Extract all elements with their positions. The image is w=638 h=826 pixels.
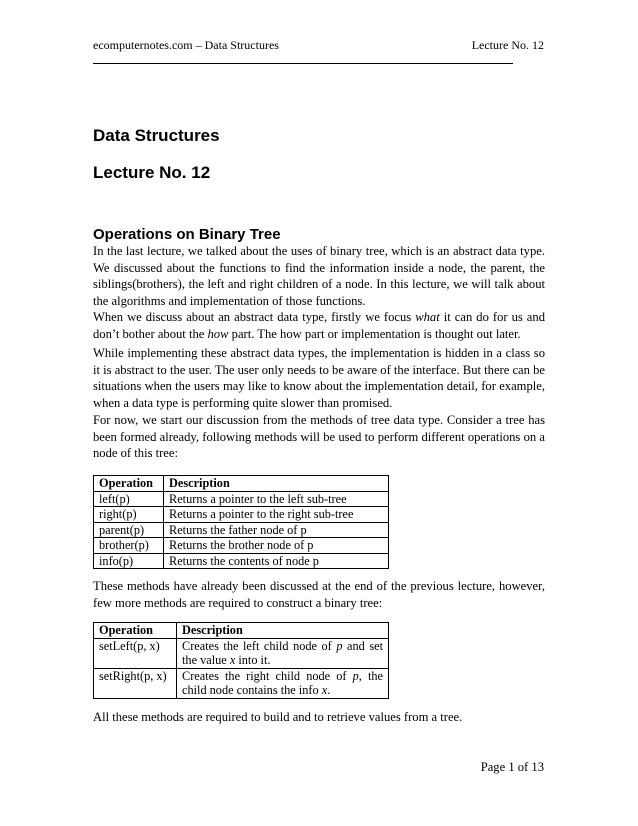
header-description: Description	[164, 476, 389, 492]
table-row	[94, 638, 389, 668]
summary-text: All these methods are required to build and to retrieve values from a tree.	[93, 710, 463, 724]
header-description: Description	[177, 623, 389, 639]
intro-paragraph	[93, 243, 545, 342]
description-cell: Returns the father node of p	[164, 522, 389, 538]
construction-paragraph	[93, 578, 545, 611]
emphasis-how: how	[207, 326, 229, 341]
table-row	[94, 668, 389, 698]
header-operation: Operation	[94, 476, 164, 492]
methods-paragraph	[93, 412, 545, 462]
tree-operations-table	[93, 475, 389, 569]
description-cell: Returns the brother node of p	[164, 538, 389, 554]
operation-cell: left(p)	[94, 491, 164, 507]
emphasis-what: what	[415, 310, 440, 324]
description-cell: Returns a pointer to the left sub-tree	[164, 491, 389, 507]
section-heading: Operations on Binary Tree	[93, 226, 281, 243]
operation-cell: right(p)	[94, 507, 164, 523]
operation-cell: info(p)	[94, 553, 164, 569]
operation-cell: brother(p)	[94, 538, 164, 554]
intro-text-2: When we discuss about an abstract data type, firstly we focus what it can do for us and don’t bother about the how part. The how part or implementation is thought out later.	[93, 310, 545, 341]
description-cell: Returns a pointer to the right sub-tree	[164, 507, 389, 523]
intro-text-1: In the last lecture, we talked about the uses of binary tree, which is an abstract data type. We discussed about the functions to find the information inside a node, the parent, the siblings(brothers), the left and right children of a node. In this lecture, we will talk about the algorithms and implementation of those functions.	[93, 244, 545, 308]
table-row	[94, 507, 389, 523]
implementation-text: While implementing these abstract data types, the implementation is hidden in a class so it is abstract to the user. The user only needs to be aware of the interface. But there can be situations when the users may like to know about the implementation detail, for example, when a data type is performing quite slower than promised.	[93, 346, 545, 410]
lecture-title: Lecture No. 12	[93, 163, 211, 182]
operation-cell: setRight(p, x)	[94, 668, 177, 698]
page-header-right: Lecture No. 12	[471, 38, 544, 52]
construction-methods-table	[93, 622, 389, 699]
description-cell: Creates the right child node of p, the child node contains the info x.	[177, 668, 389, 698]
table-header-row	[94, 476, 389, 492]
table-row	[94, 491, 389, 507]
description-cell: Creates the left child node of p and set the value x into it.	[177, 638, 389, 668]
operation-cell: parent(p)	[94, 522, 164, 538]
methods-text: For now, we start our discussion from the methods of tree data type. Consider a tree has been formed already, following methods will be used to perform different operations on a node of this tree:	[93, 413, 545, 460]
implementation-paragraph	[93, 345, 545, 411]
construction-text: These methods have already been discussed at the end of the previous lecture, however, few more methods are required to construct a binary tree:	[93, 579, 545, 610]
header-operation: Operation	[94, 623, 177, 639]
description-cell: Returns the contents of node p	[164, 553, 389, 569]
document-title: Data Structures	[93, 126, 220, 145]
page-header-left: ecomputernotes.com – Data Structures	[93, 38, 279, 52]
page-number: Page 1 of 13	[480, 760, 544, 774]
table-row	[94, 522, 389, 538]
table-row	[94, 538, 389, 554]
table-row	[94, 553, 389, 569]
header-rule	[93, 63, 513, 64]
table-header-row	[94, 623, 389, 639]
operation-cell: setLeft(p, x)	[94, 638, 177, 668]
summary-paragraph	[93, 709, 545, 726]
